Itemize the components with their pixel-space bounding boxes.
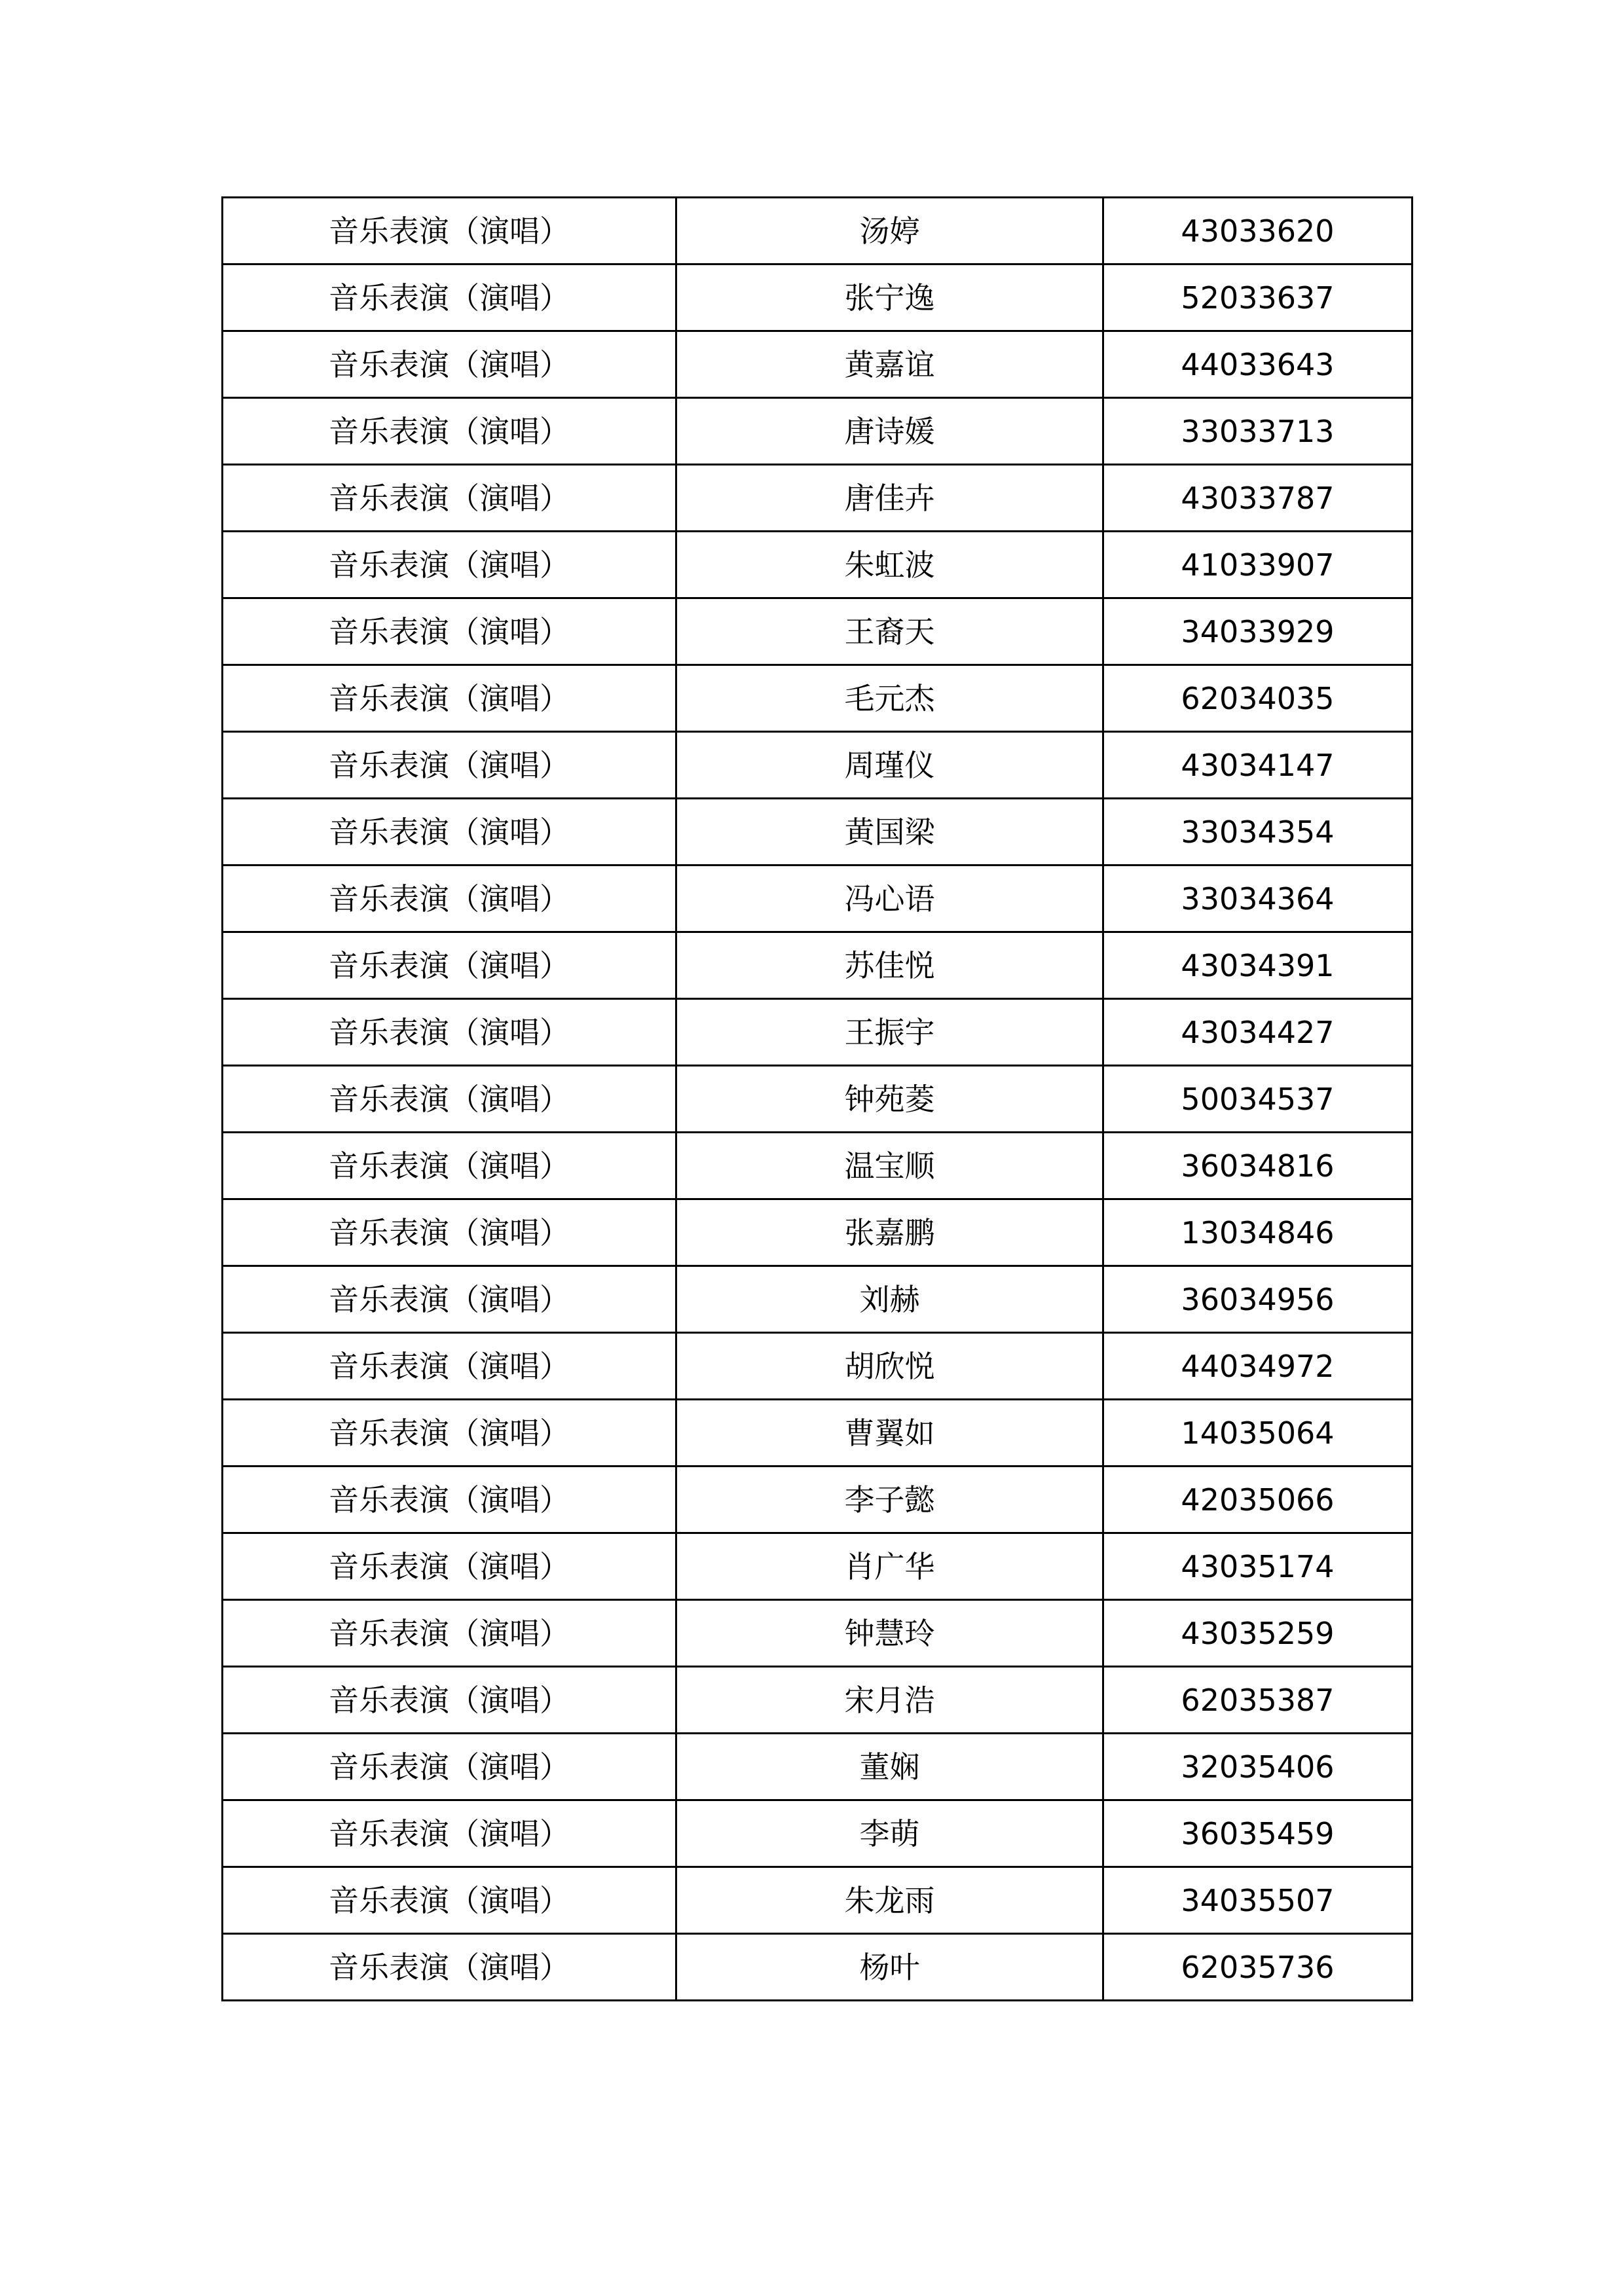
name-cell: 黄嘉谊 [676,331,1103,398]
name-cell: 唐诗媛 [676,398,1103,465]
table-row [223,198,1412,264]
table-row [223,999,1412,1066]
name-cell: 苏佳悦 [676,932,1103,999]
table-row [223,799,1412,866]
id-cell: 36034816 [1103,1133,1412,1199]
name-cell: 唐佳卉 [676,465,1103,532]
name-cell: 毛元杰 [676,665,1103,732]
major-cell: 音乐表演（演唱） [223,665,676,732]
name-cell: 朱虹波 [676,532,1103,598]
table-row [223,1533,1412,1600]
table-row [223,1066,1412,1133]
table-row [223,1734,1412,1800]
name-cell: 宋月浩 [676,1667,1103,1734]
name-cell: 李萌 [676,1800,1103,1867]
table-row [223,1667,1412,1734]
table-row [223,866,1412,932]
table-row [223,665,1412,732]
id-cell: 33034364 [1103,866,1412,932]
id-cell: 62035387 [1103,1667,1412,1734]
table-row [223,1266,1412,1333]
name-cell: 冯心语 [676,866,1103,932]
id-cell: 43035174 [1103,1533,1412,1600]
name-cell: 杨叶 [676,1934,1103,2001]
id-cell: 43034147 [1103,732,1412,799]
major-cell: 音乐表演（演唱） [223,465,676,532]
name-cell: 董娴 [676,1734,1103,1800]
id-cell: 33034354 [1103,799,1412,866]
name-cell: 李子懿 [676,1467,1103,1533]
table-row [223,1867,1412,1934]
table-row [223,1333,1412,1400]
id-cell: 43033620 [1103,198,1412,264]
id-cell: 43034427 [1103,999,1412,1066]
table-row [223,264,1412,331]
name-cell: 王裔天 [676,598,1103,665]
table-row [223,532,1412,598]
table-row [223,1600,1412,1667]
id-cell: 41033907 [1103,532,1412,598]
major-cell: 音乐表演（演唱） [223,532,676,598]
name-cell: 钟苑菱 [676,1066,1103,1133]
major-cell: 音乐表演（演唱） [223,1667,676,1734]
id-cell: 43035259 [1103,1600,1412,1667]
major-cell: 音乐表演（演唱） [223,1800,676,1867]
major-cell: 音乐表演（演唱） [223,799,676,866]
major-cell: 音乐表演（演唱） [223,1400,676,1467]
table-row [223,1467,1412,1533]
major-cell: 音乐表演（演唱） [223,1467,676,1533]
roster-table-body [223,198,1412,2001]
name-cell: 温宝顺 [676,1133,1103,1199]
id-cell: 52033637 [1103,264,1412,331]
major-cell: 音乐表演（演唱） [223,1734,676,1800]
table-row [223,598,1412,665]
major-cell: 音乐表演（演唱） [223,1333,676,1400]
name-cell: 王振宇 [676,999,1103,1066]
roster-table [221,196,1413,2001]
name-cell: 钟慧玲 [676,1600,1103,1667]
major-cell: 音乐表演（演唱） [223,1199,676,1266]
major-cell: 音乐表演（演唱） [223,264,676,331]
id-cell: 43033787 [1103,465,1412,532]
major-cell: 音乐表演（演唱） [223,1266,676,1333]
major-cell: 音乐表演（演唱） [223,198,676,264]
id-cell: 44033643 [1103,331,1412,398]
id-cell: 62035736 [1103,1934,1412,2001]
name-cell: 肖广华 [676,1533,1103,1600]
id-cell: 42035066 [1103,1467,1412,1533]
major-cell: 音乐表演（演唱） [223,866,676,932]
major-cell: 音乐表演（演唱） [223,1133,676,1199]
id-cell: 32035406 [1103,1734,1412,1800]
table-row [223,1133,1412,1199]
major-cell: 音乐表演（演唱） [223,1600,676,1667]
table-row [223,732,1412,799]
id-cell: 36035459 [1103,1800,1412,1867]
table-row [223,1400,1412,1467]
major-cell: 音乐表演（演唱） [223,598,676,665]
major-cell: 音乐表演（演唱） [223,331,676,398]
id-cell: 34033929 [1103,598,1412,665]
id-cell: 62034035 [1103,665,1412,732]
name-cell: 张嘉鹏 [676,1199,1103,1266]
name-cell: 黄国梁 [676,799,1103,866]
table-row [223,932,1412,999]
id-cell: 36034956 [1103,1266,1412,1333]
major-cell: 音乐表演（演唱） [223,1533,676,1600]
table-row [223,465,1412,532]
table-row [223,1199,1412,1266]
id-cell: 33033713 [1103,398,1412,465]
name-cell: 张宁逸 [676,264,1103,331]
id-cell: 43034391 [1103,932,1412,999]
id-cell: 13034846 [1103,1199,1412,1266]
name-cell: 汤婷 [676,198,1103,264]
major-cell: 音乐表演（演唱） [223,999,676,1066]
major-cell: 音乐表演（演唱） [223,1867,676,1934]
major-cell: 音乐表演（演唱） [223,1934,676,2001]
id-cell: 44034972 [1103,1333,1412,1400]
name-cell: 朱龙雨 [676,1867,1103,1934]
major-cell: 音乐表演（演唱） [223,932,676,999]
table-row [223,331,1412,398]
major-cell: 音乐表演（演唱） [223,1066,676,1133]
major-cell: 音乐表演（演唱） [223,732,676,799]
major-cell: 音乐表演（演唱） [223,398,676,465]
id-cell: 34035507 [1103,1867,1412,1934]
id-cell: 50034537 [1103,1066,1412,1133]
name-cell: 胡欣悦 [676,1333,1103,1400]
table-row [223,1934,1412,2001]
table-row [223,1800,1412,1867]
name-cell: 周瑾仪 [676,732,1103,799]
name-cell: 刘赫 [676,1266,1103,1333]
id-cell: 14035064 [1103,1400,1412,1467]
name-cell: 曹翼如 [676,1400,1103,1467]
table-row [223,398,1412,465]
